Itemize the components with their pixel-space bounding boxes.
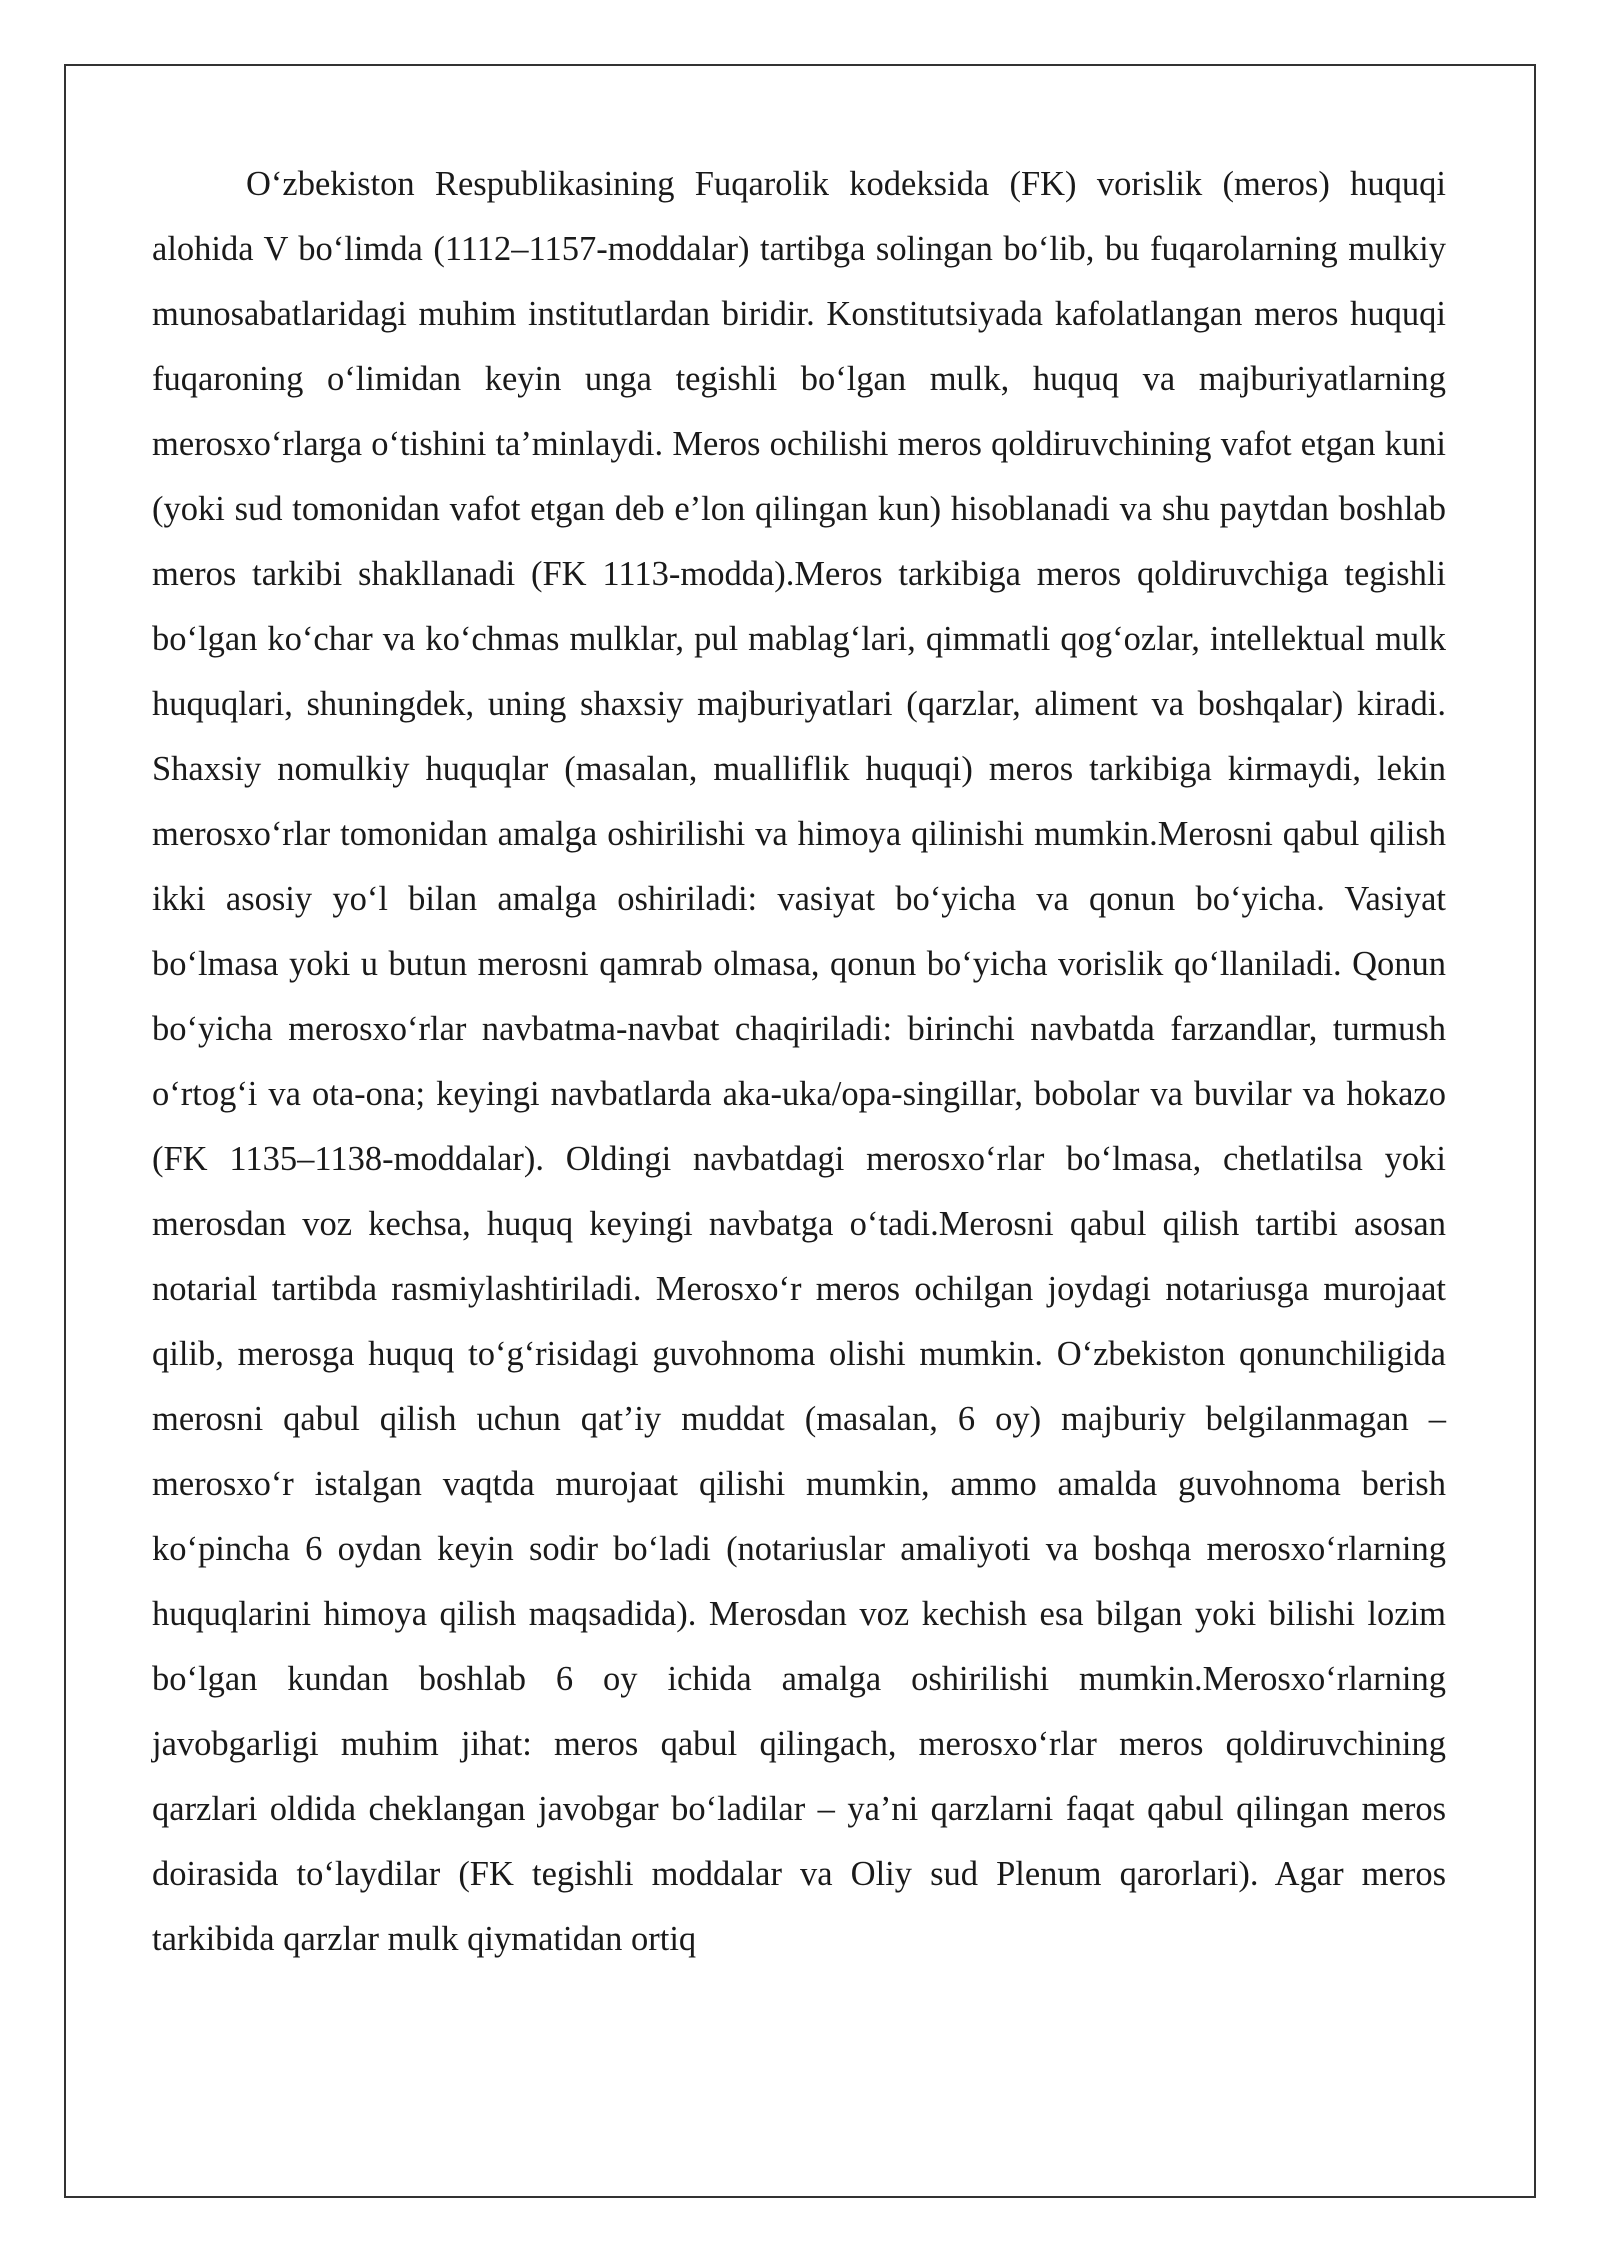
body-paragraph: O‘zbekiston Respublikasining Fuqarolik kodeksida (FK) vorislik (meros) huquqi alohida V bo‘limda (1112–1157-moddalar) tartibga solingan bo‘lib, bu fuqarolarning mulkiy munosabatlaridagi muhim institutlardan biridir. Konstitutsiyada kafolatlangan meros huquqi fuqaroning o‘limidan keyin unga tegishli bo‘lgan mulk, huquq va majburiyatlarning merosxo‘rlarga o‘tishini ta’minlaydi. Meros ochilishi meros qoldiruvchining vafot etgan kuni (yoki sud tomonidan vafot etgan deb e’lon qilingan kun) hisoblanadi va shu paytdan boshlab meros tarkibi shakllanadi (FK 1113-modda).Meros tarkibiga meros qoldiruvchiga tegishli bo‘lgan ko‘char va ko‘chmas mulklar, pul mablag‘lari, qimmatli qog‘ozlar, intellektual mulk huquqlari, shuningdek, uning shaxsiy majburiyatlari (qarzlar, aliment va boshqalar) kiradi. Shaxsiy nomulkiy huquqlar (masalan, mualliflik huquqi) meros tarkibiga kirmaydi, lekin merosxo‘rlar tomonidan amalga oshirilishi va himoya qilinishi mumkin.Merosni qabul qilish ikki asosiy yo‘l bilan amalga oshiriladi: vasiyat bo‘yicha va qonun bo‘yicha. Vasiyat bo‘lmasa yoki u butun merosni qamrab olmasa, qonun bo‘yicha vorislik qo‘llaniladi. Qonun bo‘yicha merosxo‘rlar navbatma-navbat chaqiriladi: birinchi navbatda farzandlar, turmush o‘rtog‘i va ota-ona; keyingi navbatlarda aka-uka/opa-singillar, bobolar va buvilar va hokazo (FK 1135–1138-moddalar). Oldingi navbatdagi merosxo‘rlar bo‘lmasa, chetlatilsa yoki merosdan voz kechsa, huquq keyingi navbatga o‘tadi.Merosni qabul qilish tartibi asosan notarial tartibda rasmiylashtiriladi. Merosxo‘r meros ochilgan joydagi notariusga murojaat qilib, merosga huquq to‘g‘risidagi guvohnoma olishi mumkin. O‘zbekiston qonunchiligida merosni qabul qilish uchun qat’iy muddat (masalan, 6 oy) majburiy belgilanmagan – merosxo‘r istalgan vaqtda murojaat qilishi mumkin, ammo amalda guvohnoma berish ko‘pincha 6 oydan keyin sodir bo‘ladi (notariuslar amaliyoti va boshqa merosxo‘rlarning huquqlarini himoya qilish maqsadida). Merosdan voz kechish esa bilgan yoki bilishi lozim bo‘lgan kundan boshlab 6 oy ichida amalga oshirilishi mumkin.Merosxo‘rlarning javobgarligi muhim jihat: meros qabul qilingach, merosxo‘rlar meros qoldiruvchining qarzlari oldida cheklangan javobgar bo‘ladilar – ya’ni qarzlarni faqat qabul qilingan meros doirasida to‘laydilar (FK tegishli moddalar va Oliy sud Plenum qarorlari). Agar meros tarkibida qarzlar mulk qiymatidan ortiq [152, 165, 1446, 1958]
